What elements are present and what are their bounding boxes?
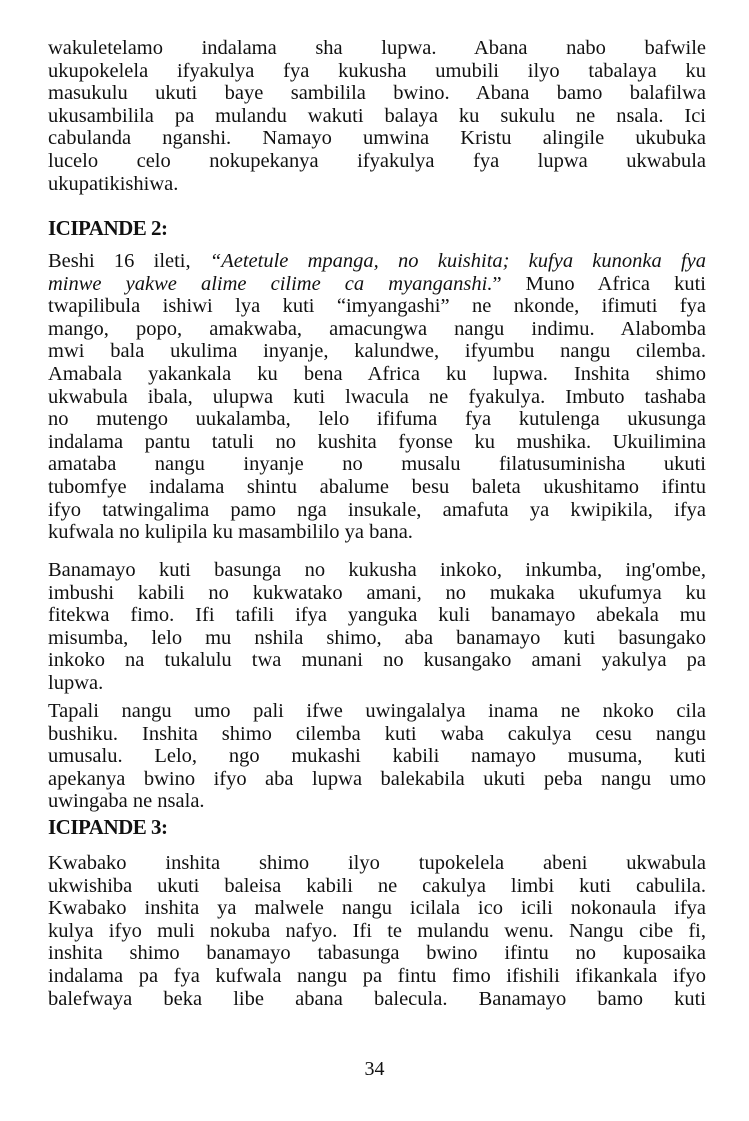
- text-line: [48, 37, 706, 60]
- quoted-scripture: minwe yakwe alime cilime ca myanganshi.: [48, 272, 493, 295]
- text-segment: indalama pa fya kufwala nangu pa fintu fimo ifishili ifikankala ifyo: [48, 964, 706, 987]
- text-segment: umusalu. Lelo, ngo mukashi kabili namayo musuma, kuti: [48, 745, 706, 768]
- section-heading: ICIPANDE 3:: [48, 815, 168, 839]
- paragraph: [48, 852, 706, 1010]
- text-segment: amataba nangu inyanje no musalu filatusuminisha ukuti: [48, 453, 706, 476]
- text-segment: cabulanda nganshi. Namayo umwina Kristu alingile ukubuka: [48, 127, 706, 150]
- text-line: [48, 476, 706, 499]
- text-line: [48, 386, 706, 409]
- text-line: [48, 363, 706, 386]
- quoted-scripture: “Aetetule mpanga, no kuishita; kufya kunonka fya: [209, 250, 706, 272]
- text-segment: mango, popo, amakwaba, amacungwa nangu indimu. Alabomba: [48, 317, 706, 340]
- text-line: [48, 559, 706, 582]
- text-segment: ifyo tatwingalima pamo nga insukale, amafuta ya kwipikila, ifya: [48, 498, 706, 521]
- text-line: [48, 790, 706, 813]
- text-segment: ukupatikishiwa.: [48, 172, 179, 195]
- text-line: [48, 127, 706, 150]
- text-line: [48, 852, 706, 875]
- text-line: [48, 250, 706, 273]
- text-line: [48, 82, 706, 105]
- text-line: [48, 768, 706, 791]
- text-line: [48, 150, 706, 173]
- text-segment: no mutengo uukalamba, lelo ififuma fya kutulenga ukusunga: [48, 408, 706, 431]
- text-line: [48, 988, 706, 1011]
- text-line: [48, 942, 706, 965]
- text-segment: lucelo celo nokupekanya ifyakulya fya lupwa ukwabula: [48, 149, 706, 172]
- text-segment: tubomfye indalama shintu abalume besu baleta ukushitamo ifintu: [48, 475, 706, 498]
- text-segment: kufwala no kulipila ku masambililo ya bana.: [48, 521, 413, 544]
- text-line: [48, 318, 706, 341]
- text-line: [48, 431, 706, 454]
- text-segment: misumba, lelo mu nshila shimo, aba banamayo kuti basungako: [48, 626, 706, 649]
- text-line: [48, 649, 706, 672]
- text-segment: inshita shimo banamayo tabasunga bwino ifintu no kuposaika: [48, 942, 706, 965]
- paragraph: [48, 700, 706, 813]
- text-line: [48, 920, 706, 943]
- text-line: [48, 897, 706, 920]
- text-segment: mwi bala ukulima inyanje, kalundwe, ifyumbu nangu cilemba.: [48, 340, 706, 363]
- text-line: [48, 723, 706, 746]
- text-line: [48, 521, 706, 544]
- text-segment: indalama pantu tatuli no kushita fyonse ku mushika. Ukuilimina: [48, 430, 706, 453]
- text-line: [48, 273, 706, 296]
- text-line: [48, 965, 706, 988]
- text-segment: balefwaya beka libe abana balecula. Banamayo bamo kuti: [48, 987, 706, 1010]
- text-segment: ukusambilila pa mulandu wakuti balaya ku sukulu ne nsala. Ici: [48, 104, 706, 127]
- text-segment: ukupokelela ifyakulya fya kukusha umubili ilyo tabalaya ku: [48, 59, 706, 82]
- text-segment: imbushi kabili no kukwatako amani, no mukaka ukufumya ku: [48, 581, 706, 604]
- text-line: [48, 340, 706, 363]
- text-line: [48, 499, 706, 522]
- paragraph: [48, 37, 706, 195]
- text-segment: Kwabako inshita ya malwele nangu icilala ico icili nokonaula ifya: [48, 897, 706, 920]
- text-segment: masukulu ukuti baye sambilila bwino. Abana bamo balafilwa: [48, 82, 706, 105]
- text-line: [48, 408, 706, 431]
- text-line: [48, 875, 706, 898]
- section-heading: ICIPANDE 2:: [48, 216, 168, 240]
- text-segment: uwingaba ne nsala.: [48, 790, 205, 813]
- text-segment: ” Muno Africa kuti: [492, 272, 706, 295]
- text-segment: apekanya bwino ifyo aba lupwa balekabila ukuti peba nangu umo: [48, 767, 706, 790]
- text-line: [48, 60, 706, 83]
- text-line: [48, 745, 706, 768]
- text-segment: twapilibula ishiwi lya kuti “imyangashi” ne nkonde, ifimuti fya: [48, 295, 706, 318]
- text-segment: Amabala yakankala ku bena Africa ku lupwa. Inshita shimo: [48, 362, 706, 385]
- text-segment: Banamayo kuti basunga no kukusha inkoko, inkumba, ing'ombe,: [48, 559, 706, 581]
- text-line: [48, 604, 706, 627]
- text-segment: ukwishiba ukuti baleisa kabili ne cakulya limbi kuti cabulila.: [48, 874, 706, 897]
- page-number: 34: [364, 1058, 385, 1080]
- text-line: [48, 173, 706, 196]
- text-line: [48, 700, 706, 723]
- text-line: [48, 627, 706, 650]
- text-segment: Kwabako inshita shimo ilyo tupokelela abeni ukwabula: [48, 852, 706, 874]
- text-segment: Tapali nangu umo pali ifwe uwingalalya inama ne nkoko cila: [48, 700, 706, 722]
- text-segment: Beshi 16 ileti,: [48, 250, 210, 272]
- text-line: [48, 295, 706, 318]
- text-line: [48, 453, 706, 476]
- text-segment: ukwabula ibala, ulupwa kuti lwacula ne fyakulya. Imbuto tashaba: [48, 385, 706, 408]
- text-segment: bushiku. Inshita shimo cilemba kuti waba cakulya cesu nangu: [48, 722, 706, 745]
- text-line: [48, 582, 706, 605]
- text-segment: fitekwa fimo. Ifi tafili ifya yanguka kuli banamayo abekala mu: [48, 604, 706, 627]
- text-segment: inkoko na tukalulu twa munani no kusangako amani yakulya pa: [48, 649, 706, 672]
- text-segment: lupwa.: [48, 671, 104, 694]
- text-line: [48, 105, 706, 128]
- text-line: [48, 672, 706, 695]
- text-segment: wakuletelamo indalama sha lupwa. Abana nabo bafwile: [48, 37, 706, 59]
- text-segment: kulya ifyo muli nokuba nafyo. Ifi te mulandu wenu. Nangu cibe fi,: [48, 919, 706, 942]
- paragraph: [48, 559, 706, 695]
- paragraph: [48, 250, 706, 544]
